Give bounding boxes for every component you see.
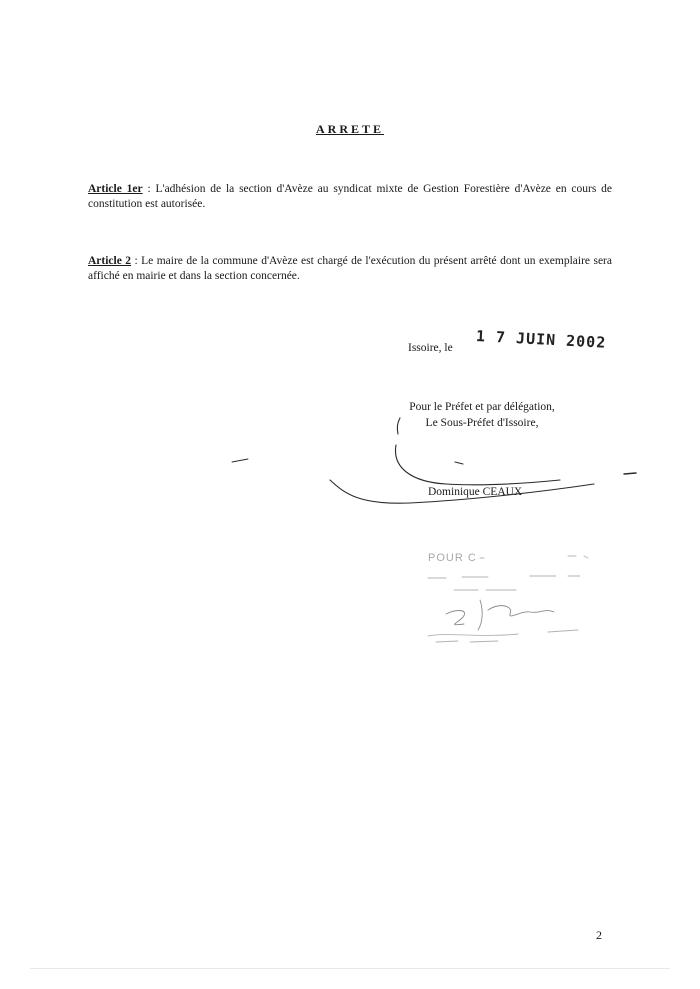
document-title: ARRETE (315, 122, 384, 136)
official-stamp (418, 552, 598, 652)
stamp-marks (418, 552, 598, 652)
article-1 (88, 182, 612, 212)
article-2-text: : Le maire de la commune d'Avèze est chargé de l'exécution du présent arrêté dont un exemplaire sera affiché en mairie et dans la section concernée. (88, 255, 612, 282)
article-2 (88, 254, 612, 284)
signature-block (392, 399, 572, 431)
stamp-text: POUR C (428, 552, 477, 564)
page-number: 2 (596, 928, 602, 942)
date-stamp: 1 7 JUIN 2002 (475, 327, 607, 352)
article-1-label: Article 1er (88, 183, 143, 195)
signer-name: Dominique CEAUX (428, 486, 523, 498)
signature-line-2: Le Sous-Préfet d'Issoire, (425, 417, 539, 429)
article-1-text: : L'adhésion de la section d'Avèze au syndicat mixte de Gestion Forestière d'Avèze en cours de constitution est autorisée. (88, 183, 612, 210)
page-edge-line (30, 968, 670, 969)
article-2-label: Article 2 (88, 255, 132, 267)
signature-line-1: Pour le Préfet et par délégation, (409, 401, 555, 413)
place-label: Issoire, le (408, 342, 453, 354)
